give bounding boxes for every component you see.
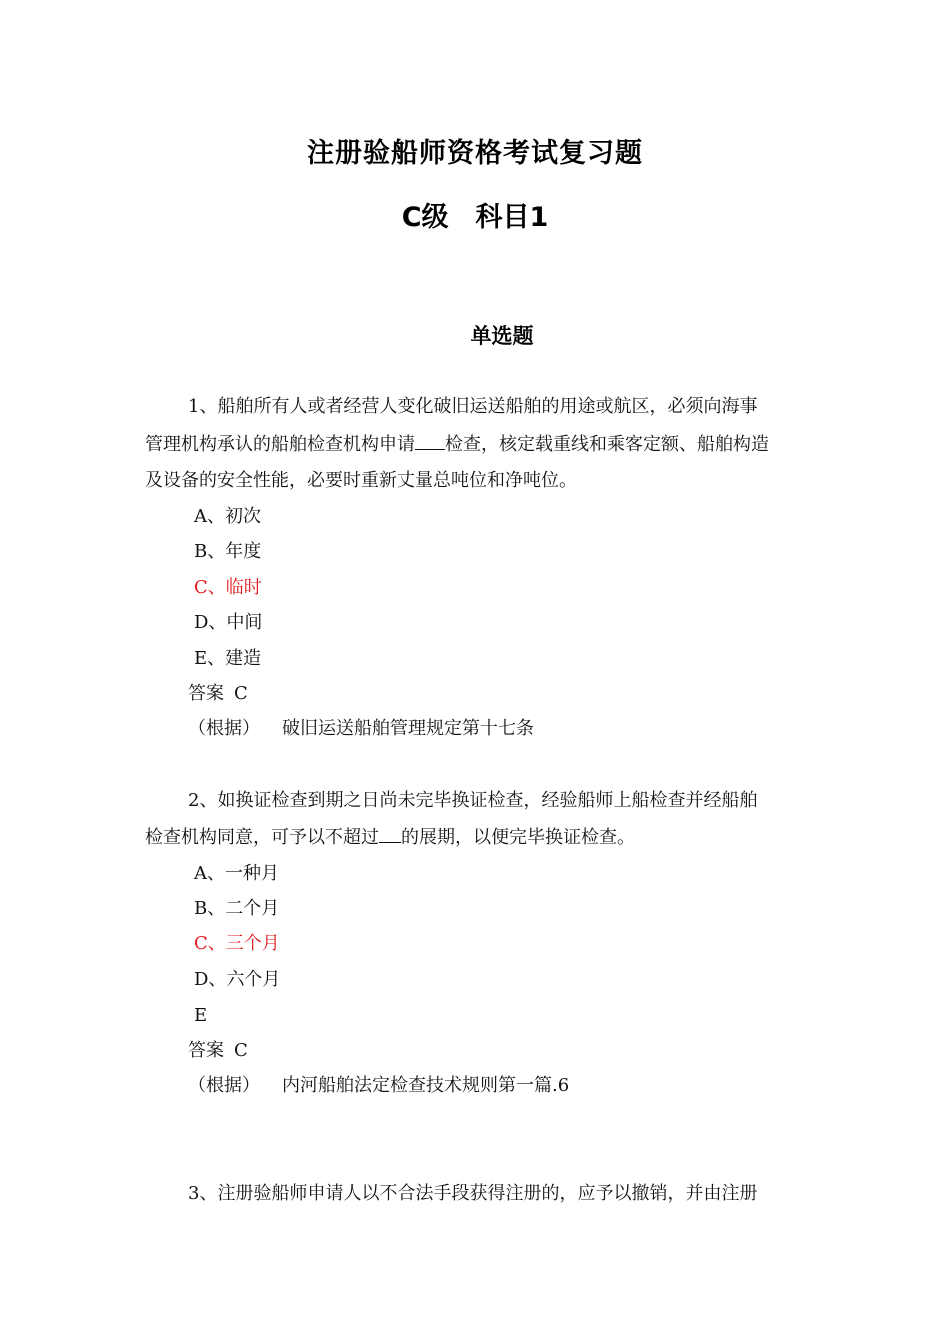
question-2-option-c-correct [194, 932, 280, 956]
question-1-option-a [194, 505, 261, 529]
question-2-option-d [194, 968, 280, 992]
option-text: 六个月 [226, 969, 281, 990]
option-text: 三个月 [225, 933, 280, 954]
option-text: 建造 [225, 648, 262, 669]
basis-text: 破旧运送船舶管理规定第十七条 [282, 718, 534, 739]
question-3-number: 3、 [188, 1183, 218, 1204]
question-2-blank [379, 825, 401, 843]
question-2-stem-part2: 检查机构同意，可予以不超过 [145, 827, 379, 848]
question-2-option-a [194, 862, 279, 886]
option-text: 临时 [225, 577, 262, 598]
option-letter: D、 [194, 969, 227, 990]
question-1-line-1 [188, 395, 757, 419]
question-2-line-2 [145, 825, 635, 850]
question-2-line-1 [188, 789, 757, 813]
option-text: 年度 [225, 541, 262, 562]
question-3-stem-part1: 注册验船师申请人以不合法手段获得注册的，应予以撤销，并由注册 [217, 1183, 758, 1204]
answer-value: C [234, 683, 248, 704]
document-subtitle: C级 科目1 [401, 202, 549, 233]
question-1-option-b [194, 540, 261, 564]
basis-text: 内河船舶法定检查技术规则第一篇.6 [282, 1075, 570, 1096]
answer-value: C [234, 1040, 248, 1061]
question-1-option-d [194, 611, 262, 635]
option-text: 初次 [225, 506, 261, 527]
basis-label: （根据） [188, 1075, 260, 1096]
basis-label: （根据） [188, 718, 260, 739]
question-1-option-e [194, 647, 261, 671]
question-1-blank [415, 432, 445, 450]
option-letter: A、 [194, 863, 225, 884]
question-1-basis [188, 717, 534, 741]
option-letter: C、 [194, 933, 226, 954]
question-1-option-c-correct [194, 576, 262, 600]
option-letter: C、 [194, 577, 226, 598]
question-2-stem-part3: 的展期，以便完毕换证检查。 [401, 827, 635, 848]
question-1-answer [188, 682, 248, 706]
answer-label: 答案 [188, 1040, 224, 1061]
option-letter: E、 [194, 648, 226, 669]
question-2-answer [188, 1039, 248, 1063]
option-text: 二个月 [225, 898, 280, 919]
option-text: 一种月 [225, 863, 279, 884]
option-letter: B、 [194, 898, 226, 919]
option-letter: B、 [194, 541, 226, 562]
answer-label: 答案 [188, 683, 224, 704]
question-2-stem-part1: 如换证检查到期之日尚未完毕换证检查，经验船师上船检查并经船舶 [217, 790, 758, 811]
option-letter: D、 [194, 612, 227, 633]
document-title: 注册验船师资格考试复习题 [307, 138, 643, 169]
question-1-stem-part1: 船舶所有人或者经营人变化破旧运送船舶的用途或航区，必须向海事 [217, 396, 758, 417]
option-letter: E [194, 1005, 208, 1026]
question-1-number: 1、 [188, 396, 218, 417]
question-2-option-b [194, 897, 279, 921]
question-2-number: 2、 [188, 790, 218, 811]
question-1-stem-part2: 管理机构承认的船舶检查机构申请 [145, 434, 415, 455]
question-2-basis [188, 1074, 569, 1098]
option-letter: A、 [194, 506, 225, 527]
question-1-stem-part3: 检查，核定载重线和乘客定额、船舶构造 [445, 434, 769, 455]
question-3-line-1 [188, 1182, 757, 1206]
question-1-stem-part4: 及设备的安全性能，必要时重新丈量总吨位和净吨位。 [145, 470, 577, 491]
question-1-line-2 [145, 432, 769, 457]
question-2-option-e [194, 1004, 207, 1028]
question-1-line-3 [145, 469, 577, 493]
option-text: 中间 [226, 612, 263, 633]
section-heading: 单选题 [470, 324, 534, 348]
